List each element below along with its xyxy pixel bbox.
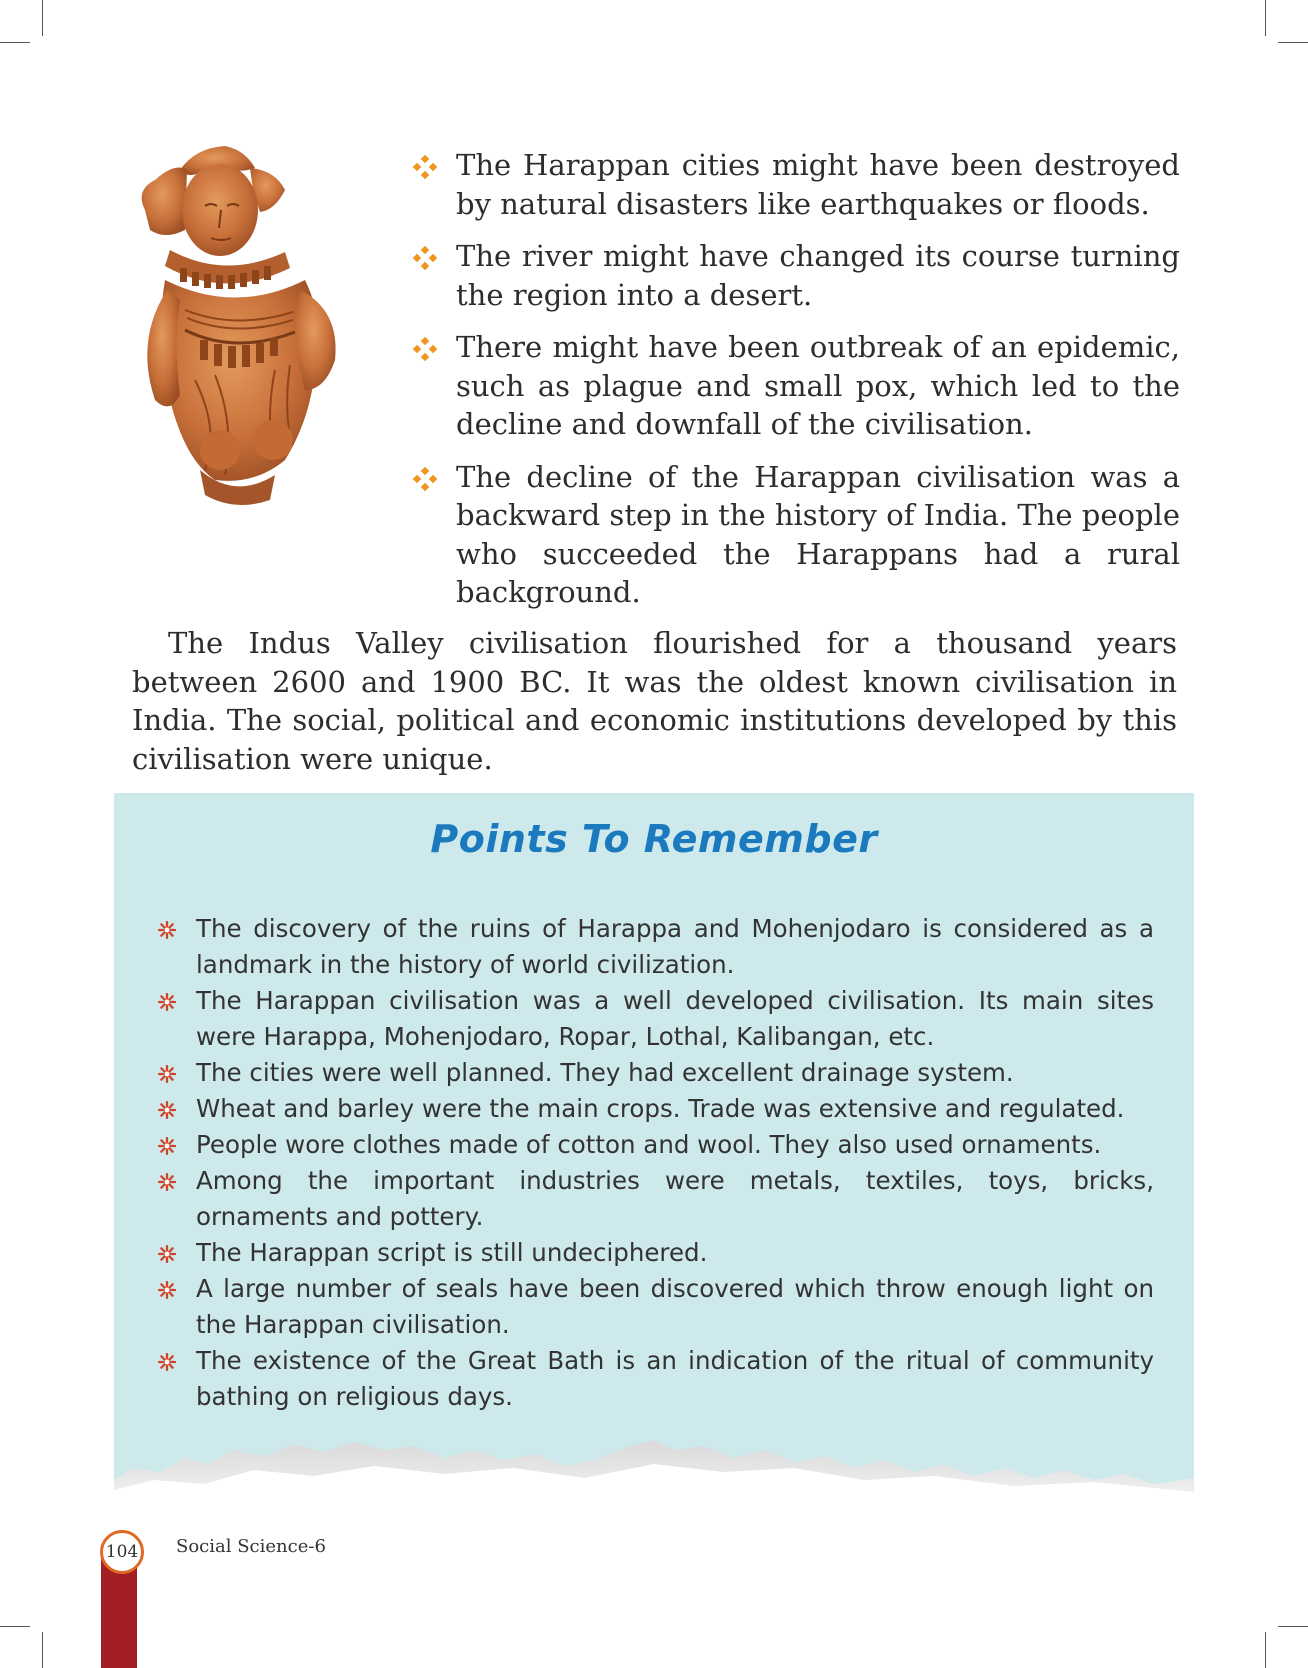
point-text: The discovery of the ruins of Harappa and Mohenjodaro is considered as a landmark in the history of world civilization. bbox=[196, 914, 1154, 979]
points-list bbox=[154, 911, 1154, 1415]
point-text: A large number of seals have been discovered which throw enough light on the Harappan civilisation. bbox=[196, 1274, 1154, 1339]
terracotta-figurine-image bbox=[125, 140, 350, 520]
points-to-remember-title: Points To Remember bbox=[430, 817, 878, 861]
crop-mark bbox=[1265, 1632, 1266, 1668]
list-item bbox=[154, 1235, 1154, 1271]
diamond-cluster-icon bbox=[413, 246, 437, 270]
flower-icon bbox=[158, 1137, 176, 1155]
list-item bbox=[154, 1271, 1154, 1343]
summary-paragraph: The Indus Valley civilisation flourished for a thousand years between 2600 and 1900 BC. It was the oldest known civilisation in India. The social, political and economic institutions developed by this civilisation were unique. bbox=[132, 626, 1177, 776]
crop-mark bbox=[1278, 1626, 1308, 1627]
list-item bbox=[154, 983, 1154, 1055]
flower-icon bbox=[158, 921, 176, 939]
flower-icon bbox=[158, 1245, 176, 1263]
list-item bbox=[410, 146, 1180, 223]
torn-paper-edge bbox=[114, 1420, 1194, 1530]
list-item bbox=[154, 1127, 1154, 1163]
list-item bbox=[154, 911, 1154, 983]
flower-icon bbox=[158, 1173, 176, 1191]
flower-icon bbox=[158, 1281, 176, 1299]
list-item bbox=[410, 328, 1180, 444]
page-number: 104 bbox=[100, 1530, 144, 1574]
crop-mark bbox=[1278, 42, 1308, 43]
point-text: The cities were well planned. They had excellent drainage system. bbox=[196, 1058, 1014, 1087]
list-item bbox=[154, 1163, 1154, 1235]
flower-icon bbox=[158, 1101, 176, 1119]
crop-mark bbox=[42, 0, 43, 36]
point-text: Among the important industries were metals, textiles, toys, bricks, ornaments and pottery. bbox=[196, 1166, 1154, 1231]
bullet-text: There might have been outbreak of an epidemic, such as plague and small pox, which led to the decline and downfall of the civilisation. bbox=[456, 330, 1180, 441]
list-item bbox=[154, 1343, 1154, 1415]
point-text: People wore clothes made of cotton and wool. They also used ornaments. bbox=[196, 1130, 1102, 1159]
bullet-text: The Harappan cities might have been destroyed by natural disasters like earthquakes or floods. bbox=[456, 148, 1180, 221]
point-text: The existence of the Great Bath is an indication of the ritual of community bathing on religious days. bbox=[196, 1346, 1154, 1411]
list-item bbox=[154, 1055, 1154, 1091]
diamond-cluster-icon bbox=[413, 337, 437, 361]
crop-mark bbox=[0, 1626, 30, 1627]
crop-mark bbox=[42, 1632, 43, 1668]
diamond-cluster-icon bbox=[413, 155, 437, 179]
bullet-text: The river might have changed its course turning the region into a desert. bbox=[456, 239, 1180, 312]
bullet-text: The decline of the Harappan civilisation was a backward step in the history of India. The people who succeeded the Harappans had a rural background. bbox=[456, 459, 1180, 609]
flower-icon bbox=[158, 1065, 176, 1083]
point-text: The Harappan script is still undeciphered. bbox=[196, 1238, 708, 1267]
points-to-remember-box bbox=[114, 793, 1194, 1483]
list-item bbox=[410, 458, 1180, 612]
reasons-list bbox=[410, 146, 1180, 626]
crop-mark bbox=[0, 42, 30, 43]
flower-icon bbox=[158, 1353, 176, 1371]
crop-mark bbox=[1265, 0, 1266, 36]
list-item bbox=[154, 1091, 1154, 1127]
point-text: Wheat and barley were the main crops. Trade was extensive and regulated. bbox=[196, 1094, 1125, 1123]
list-item bbox=[410, 237, 1180, 314]
book-title: Social Science-6 bbox=[176, 1536, 326, 1557]
point-text: The Harappan civilisation was a well developed civilisation. Its main sites were Harappa, Mohenjodaro, Ropar, Lothal, Kalibangan, etc. bbox=[196, 986, 1154, 1051]
flower-icon bbox=[158, 993, 176, 1011]
diamond-cluster-icon bbox=[413, 467, 437, 491]
